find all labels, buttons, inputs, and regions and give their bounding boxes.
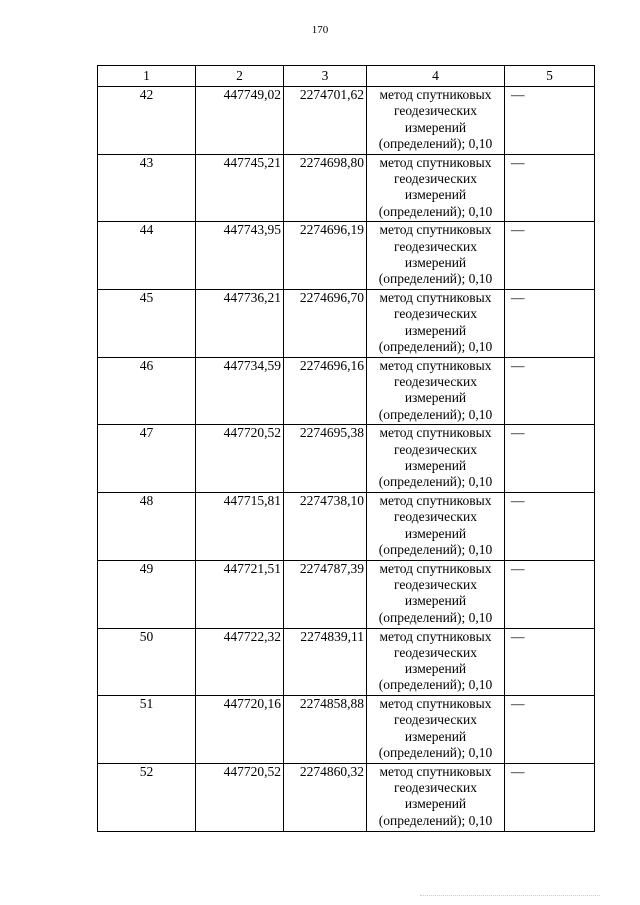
table-row (98, 493, 595, 561)
y-coordinate-cell: 2274860,32 (284, 763, 367, 831)
method-line: (определений); 0,10 (378, 135, 493, 151)
x-coordinate-cell: 447720,16 (196, 696, 284, 764)
y-coordinate-cell: 2274701,62 (284, 87, 367, 155)
method-line: измерений (404, 187, 467, 203)
header-col-5: 5 (505, 66, 595, 87)
x-coordinate-cell: 447734,59 (196, 357, 284, 425)
point-number-cell: 42 (98, 87, 196, 155)
table-row (98, 290, 595, 358)
method-line: геодезических (394, 238, 477, 254)
method-line: геодезических (394, 644, 477, 660)
x-coordinate-cell: 447720,52 (196, 763, 284, 831)
table-row (98, 763, 595, 831)
method-cell (367, 560, 505, 628)
x-coordinate-cell: 447743,95 (196, 222, 284, 290)
method-line: геодезических (394, 577, 477, 593)
method-cell (367, 87, 505, 155)
table-row (98, 154, 595, 222)
point-number-cell: 50 (98, 628, 196, 696)
y-coordinate-cell: 2274839,11 (284, 628, 367, 696)
x-coordinate-cell: 447745,21 (196, 154, 284, 222)
dash-value: — (511, 154, 525, 170)
method-line: (определений); 0,10 (378, 338, 493, 354)
dash-value: — (511, 763, 525, 779)
y-coordinate-cell: 2274738,10 (284, 493, 367, 561)
method-line: метод спутниковых (379, 222, 492, 238)
x-coordinate-cell: 447720,52 (196, 425, 284, 493)
y-coordinate-cell: 2274787,39 (284, 560, 367, 628)
point-number-cell: 45 (98, 290, 196, 358)
method-line: измерений (404, 458, 467, 474)
method-line: (определений); 0,10 (378, 745, 493, 761)
dash-value: — (511, 357, 525, 373)
col5-cell (505, 154, 595, 222)
header-col-4: 4 (367, 66, 505, 87)
method-line: (определений); 0,10 (378, 406, 493, 422)
method-line: метод спутниковых (379, 560, 492, 576)
col5-cell (505, 560, 595, 628)
page-number: 170 (311, 24, 329, 36)
table-row (98, 560, 595, 628)
method-cell (367, 222, 505, 290)
col5-cell (505, 696, 595, 764)
method-cell (367, 696, 505, 764)
point-number-cell: 43 (98, 154, 196, 222)
col5-cell (505, 628, 595, 696)
method-line: метод спутниковых (379, 425, 492, 441)
method-line: измерений (404, 728, 467, 744)
dash-value: — (511, 222, 525, 238)
dash-value: — (511, 696, 525, 712)
method-line: метод спутниковых (379, 696, 492, 712)
method-cell (367, 357, 505, 425)
method-line: измерений (404, 254, 467, 270)
table-body (98, 87, 595, 832)
table-row (98, 357, 595, 425)
method-cell (367, 493, 505, 561)
method-line: измерений (404, 661, 467, 677)
method-line: метод спутниковых (379, 290, 492, 306)
method-line: геодезических (394, 441, 477, 457)
method-line: измерений (404, 390, 467, 406)
dash-value: — (511, 493, 525, 509)
method-line: (определений); 0,10 (378, 812, 493, 828)
x-coordinate-cell: 447722,32 (196, 628, 284, 696)
method-line: измерений (404, 119, 467, 135)
dash-value: — (511, 87, 525, 102)
method-cell (367, 763, 505, 831)
dash-value: — (511, 290, 525, 306)
col5-cell (505, 493, 595, 561)
method-line: метод спутниковых (379, 357, 492, 373)
method-line: (определений); 0,10 (378, 203, 493, 219)
method-line: измерений (404, 796, 467, 812)
point-number-cell: 52 (98, 763, 196, 831)
col5-cell (505, 763, 595, 831)
table-row (98, 425, 595, 493)
point-number-cell: 46 (98, 357, 196, 425)
table-row (98, 87, 595, 155)
y-coordinate-cell: 2274695,38 (284, 425, 367, 493)
method-line: геодезических (394, 509, 477, 525)
coordinates-table (97, 65, 595, 832)
header-col-1: 1 (98, 66, 196, 87)
x-coordinate-cell: 447715,81 (196, 493, 284, 561)
y-coordinate-cell: 2274858,88 (284, 696, 367, 764)
method-line: геодезических (394, 780, 477, 796)
col5-cell (505, 87, 595, 155)
method-line: (определений); 0,10 (378, 677, 493, 693)
dash-value: — (511, 628, 525, 644)
table-row (98, 696, 595, 764)
scan-artifact (420, 895, 600, 899)
method-line: (определений); 0,10 (378, 474, 493, 490)
method-line: геодезических (394, 306, 477, 322)
dash-value: — (511, 560, 525, 576)
col5-cell (505, 357, 595, 425)
col5-cell (505, 222, 595, 290)
point-number-cell: 47 (98, 425, 196, 493)
method-line: метод спутниковых (379, 154, 492, 170)
y-coordinate-cell: 2274696,19 (284, 222, 367, 290)
header-col-3: 3 (284, 66, 367, 87)
method-line: измерений (404, 593, 467, 609)
method-line: метод спутниковых (379, 87, 492, 102)
point-number-cell: 48 (98, 493, 196, 561)
method-line: геодезических (394, 374, 477, 390)
method-line: (определений); 0,10 (378, 609, 493, 625)
method-cell (367, 425, 505, 493)
table-row (98, 628, 595, 696)
header-col-2: 2 (196, 66, 284, 87)
y-coordinate-cell: 2274696,16 (284, 357, 367, 425)
y-coordinate-cell: 2274698,80 (284, 154, 367, 222)
table-row (98, 222, 595, 290)
method-line: (определений); 0,10 (378, 271, 493, 287)
x-coordinate-cell: 447721,51 (196, 560, 284, 628)
point-number-cell: 44 (98, 222, 196, 290)
method-line: метод спутниковых (379, 628, 492, 644)
method-line: измерений (404, 525, 467, 541)
method-line: метод спутниковых (379, 763, 492, 779)
x-coordinate-cell: 447749,02 (196, 87, 284, 155)
method-line: (определений); 0,10 (378, 542, 493, 558)
method-line: геодезических (394, 712, 477, 728)
method-cell (367, 628, 505, 696)
method-line: метод спутниковых (379, 493, 492, 509)
method-cell (367, 290, 505, 358)
col5-cell (505, 290, 595, 358)
point-number-cell: 51 (98, 696, 196, 764)
y-coordinate-cell: 2274696,70 (284, 290, 367, 358)
table-header-row (98, 66, 595, 87)
method-line: измерений (404, 322, 467, 338)
col5-cell (505, 425, 595, 493)
method-cell (367, 154, 505, 222)
method-line: геодезических (394, 170, 477, 186)
method-line: геодезических (394, 103, 477, 119)
dash-value: — (511, 425, 525, 441)
x-coordinate-cell: 447736,21 (196, 290, 284, 358)
point-number-cell: 49 (98, 560, 196, 628)
